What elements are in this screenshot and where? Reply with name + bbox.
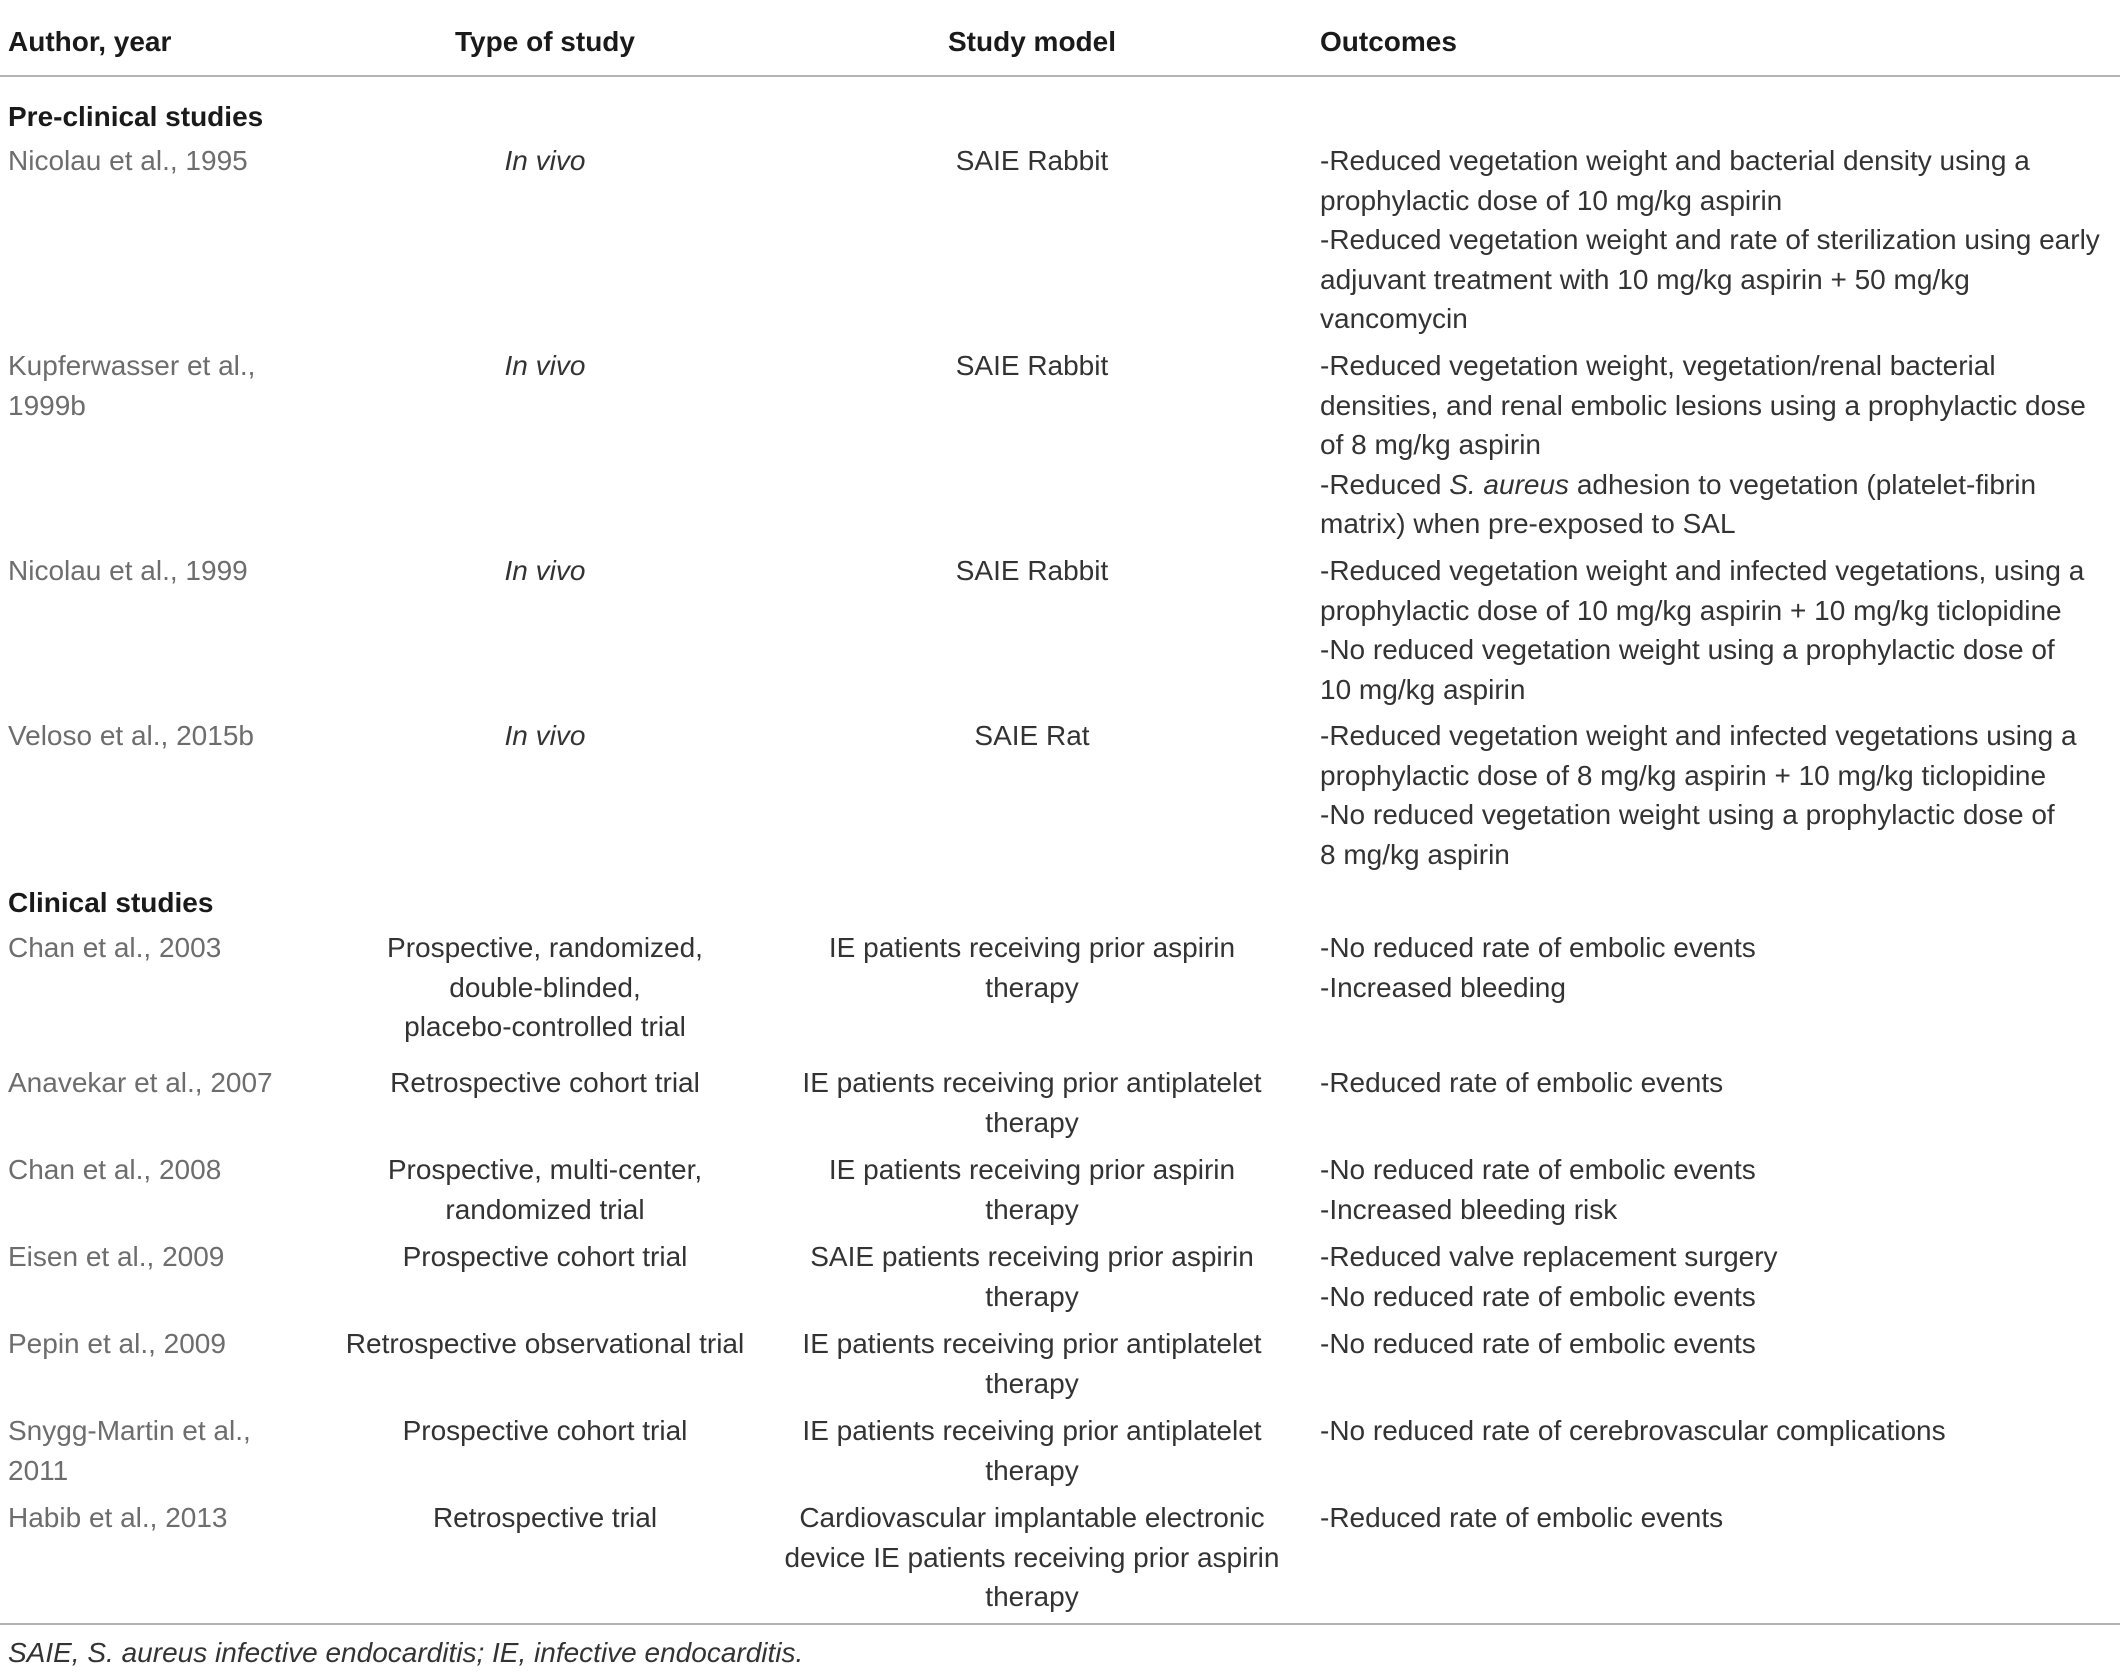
outcome-line: -No reduced rate of embolic events (1320, 1280, 1756, 1312)
study-type: Retrospective cohort trial (390, 1067, 700, 1098)
study-model: IE patients receiving prior antiplatelet (802, 1067, 1262, 1098)
study-model: SAIE Rabbit (955, 555, 1109, 586)
outcome-line: -Increased bleeding (1320, 971, 1566, 1003)
outcome-line: prophylactic dose of 10 mg/kg aspirin (1320, 184, 1783, 216)
outcome-line: -No reduced rate of cerebrovascular complications (1320, 1415, 1946, 1446)
outcome-line: -Reduced vegetation weight and infected vegetations, using a (1320, 555, 2085, 586)
outcome-line: adjuvant treatment with 10 mg/kg aspirin + 50 mg/kg (1320, 263, 1970, 295)
study-type: placebo-controlled trial (404, 1011, 686, 1042)
study-model: IE patients receiving prior antiplatelet (802, 1328, 1262, 1359)
outcome-line: -Reduced vegetation weight and rate of sterilization using early (1320, 224, 2100, 255)
outcome-line: -No reduced rate of embolic events (1320, 932, 1756, 963)
study-type: In vivo (504, 555, 586, 586)
author-year: Nicolau et al., 1995 (8, 145, 248, 176)
header-outcomes: Outcomes (1320, 26, 1457, 57)
outcome-line: densities, and renal embolic lesions using a prophylactic dose (1320, 389, 2086, 421)
study-type: In vivo (504, 720, 586, 751)
study-model: IE patients receiving prior aspirin (828, 932, 1236, 963)
outcome-line: vancomycin (1320, 303, 1468, 334)
study-type: In vivo (504, 145, 586, 176)
study-model: therapy (985, 1367, 1079, 1399)
outcome-line: -Reduced valve replacement surgery (1320, 1241, 1778, 1272)
author-year: Pepin et al., 2009 (8, 1328, 226, 1359)
author-year: Chan et al., 2003 (8, 932, 222, 963)
study-model: Cardiovascular implantable electronic (799, 1502, 1265, 1533)
study-model: SAIE Rabbit (955, 350, 1109, 381)
study-model: therapy (985, 1581, 1079, 1612)
author-year: Snygg-Martin et al., (8, 1415, 251, 1446)
bottom-rule (0, 1623, 2120, 1625)
section-title: Clinical studies (8, 887, 214, 918)
outcome-line: prophylactic dose of 10 mg/kg aspirin + 10 mg/kg ticlopidine (1320, 594, 2062, 626)
study-model: therapy (985, 1454, 1079, 1486)
study-model: IE patients receiving prior antiplatelet (802, 1415, 1262, 1446)
outcome-fragment: adhesion to vegetation (platelet-fibrin (1569, 468, 2037, 500)
study-model: therapy (985, 1193, 1079, 1225)
author-year: Kupferwasser et al., (8, 350, 256, 381)
header-author: Author, year (8, 26, 172, 57)
study-type: Prospective, multi-center, (387, 1154, 703, 1185)
outcome-line: -No reduced rate of embolic events (1320, 1154, 1756, 1185)
study-model: therapy (985, 1280, 1079, 1312)
section-title: Pre-clinical studies (8, 101, 264, 132)
study-model: IE patients receiving prior aspirin (828, 1154, 1236, 1185)
outcome-line: matrix) when pre-exposed to SAL (1320, 508, 1736, 539)
study-type: Prospective, randomized, (387, 932, 703, 963)
outcome-line: 8 mg/kg aspirin (1320, 838, 1510, 870)
study-model: SAIE patients receiving prior aspirin (810, 1241, 1254, 1272)
outcome-line: -Reduced rate of embolic events (1320, 1502, 1724, 1533)
outcome-line: -No reduced vegetation weight using a prophylactic dose of (1320, 799, 2055, 830)
study-type: In vivo (504, 350, 586, 381)
outcome-line: -No reduced vegetation weight using a prophylactic dose of (1320, 634, 2055, 665)
study-type: Retrospective trial (432, 1502, 658, 1533)
outcome-line: -Increased bleeding risk (1320, 1193, 1618, 1225)
outcome-line (1320, 465, 2036, 504)
header-rule (0, 75, 2120, 77)
author-year: 1999b (8, 389, 86, 421)
study-model: therapy (985, 1106, 1079, 1138)
author-year: Habib et al., 2013 (8, 1502, 228, 1533)
author-year: Eisen et al., 2009 (8, 1241, 225, 1272)
study-type: double-blinded, (449, 971, 641, 1003)
study-type: Retrospective observational trial (345, 1328, 745, 1359)
study-model: SAIE Rat (974, 720, 1090, 751)
outcome-line: -No reduced rate of embolic events (1320, 1328, 1756, 1359)
author-year: Anavekar et al., 2007 (8, 1067, 273, 1098)
outcome-line: -Reduced vegetation weight and infected vegetations using a (1320, 720, 2077, 751)
footnote: SAIE, S. aureus infective endocarditis; IE, infective endocarditis. (8, 1637, 804, 1668)
header-model: Study model (947, 26, 1117, 57)
outcome-line: of 8 mg/kg aspirin (1320, 429, 1541, 460)
study-model: SAIE Rabbit (955, 145, 1109, 176)
outcome-line: 10 mg/kg aspirin (1320, 673, 1526, 705)
study-type: randomized trial (445, 1193, 645, 1225)
outcome-line: -Reduced vegetation weight and bacterial density using a (1320, 145, 2030, 176)
species-name: S. aureus (1449, 468, 1570, 500)
study-type: Prospective cohort trial (402, 1241, 688, 1272)
study-type: Prospective cohort trial (402, 1415, 688, 1446)
author-year: Veloso et al., 2015b (8, 720, 254, 751)
author-year: Nicolau et al., 1999 (8, 555, 248, 586)
study-model: therapy (985, 971, 1079, 1003)
header-type: Type of study (455, 26, 635, 57)
outcome-line: -Reduced rate of embolic events (1320, 1067, 1724, 1098)
outcome-line: prophylactic dose of 8 mg/kg aspirin + 10 mg/kg ticlopidine (1320, 759, 2047, 791)
author-year: Chan et al., 2008 (8, 1154, 222, 1185)
study-model: device IE patients receiving prior aspirin (784, 1541, 1280, 1573)
outcome-fragment: -Reduced (1320, 468, 1450, 500)
outcome-line: -Reduced vegetation weight, vegetation/renal bacterial (1320, 350, 1996, 381)
author-year: 2011 (8, 1454, 69, 1486)
